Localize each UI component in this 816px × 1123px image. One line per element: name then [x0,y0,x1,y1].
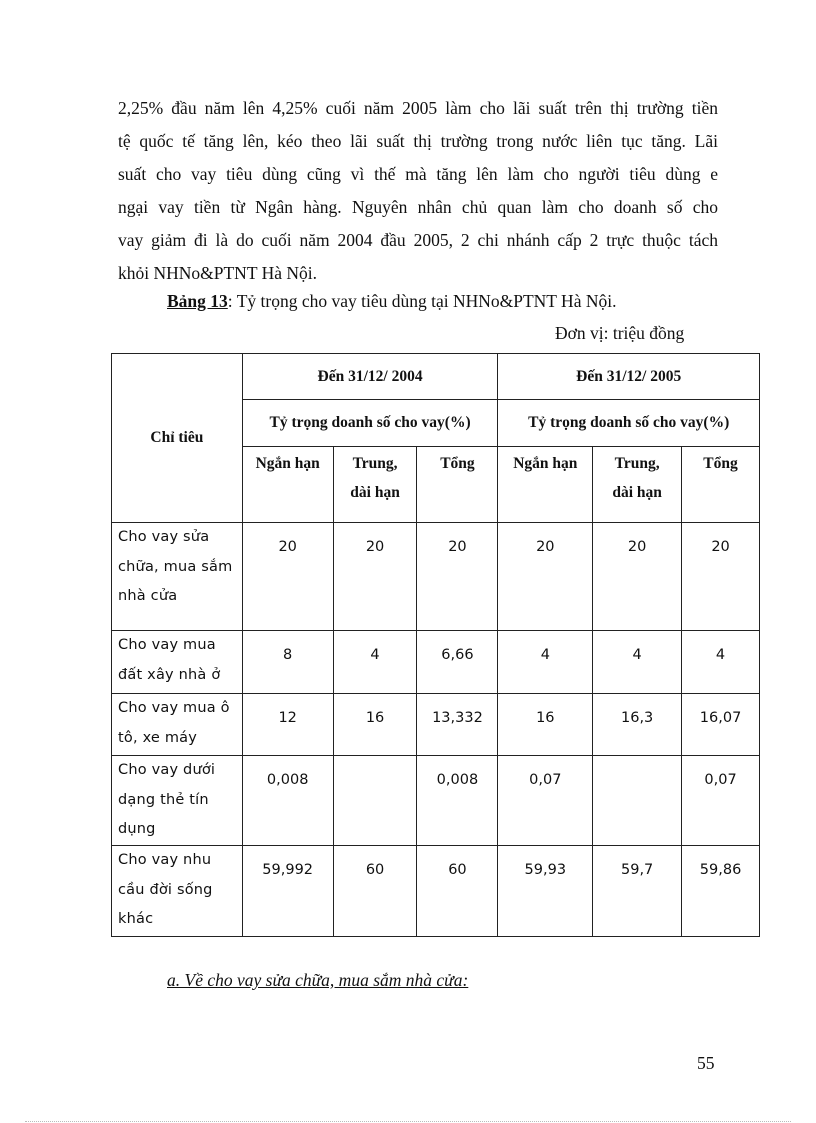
indicator-header: Chỉ tiêu [112,354,243,523]
subheader-2005: Tỷ trọng doanh số cho vay(%) [498,400,760,447]
period-header-2005: Đến 31/12/ 2005 [498,354,760,400]
row-label-line: dụng [118,821,156,837]
table-caption-label: Bảng 13 [167,291,228,311]
cell-value: 4 [682,631,760,694]
cell-value [593,756,682,846]
cell-value: 0,07 [682,756,760,846]
cell-value: 12 [242,694,333,756]
col-total-2004 [417,447,498,523]
cell-value: 60 [417,846,498,937]
column-label: dài hạn [612,484,662,501]
cell-value: 16 [333,694,417,756]
row-label-line: Cho vay mua [118,637,216,653]
row-label-line: cầu đời sống [118,881,213,898]
table-row [112,756,760,846]
paragraph-line: khỏi NHNo&PTNT Hà Nội. [118,263,317,283]
paragraph-line: vay giảm đi là do cuối năm 2004 đầu 2005, 2 chi nhánh cấp 2 trực thuộc tách [118,230,718,250]
table-row [112,846,760,937]
col-short-term-2004 [242,447,333,523]
cell-value: 20 [333,523,417,631]
table-row [112,694,760,756]
cell-value: 4 [498,631,593,694]
cell-value: 13,332 [417,694,498,756]
cell-value: 20 [682,523,760,631]
column-label: dài hạn [350,484,400,501]
table-row [112,523,760,631]
row-label [112,631,243,694]
paragraph-line: 2,25% đầu năm lên 4,25% cuối năm 2005 làm cho lãi suất trên thị trường tiền [118,98,718,118]
column-label: Trung, [352,455,398,472]
cell-value: 59,992 [242,846,333,937]
col-medium-long-2005 [593,447,682,523]
cell-value: 20 [593,523,682,631]
column-label: Tổng [440,455,475,472]
paragraph-line: suất cho vay tiêu dùng cũng vì thế mà tăng lên làm cho người tiêu dùng e [118,164,718,184]
row-label-line: Cho vay nhu [118,852,212,868]
cell-value: 16 [498,694,593,756]
cell-value: 20 [417,523,498,631]
cell-value: 4 [593,631,682,694]
cell-value: 8 [242,631,333,694]
table-row [112,631,760,694]
row-label-line: đất xây nhà ở [118,666,221,683]
cell-value: 20 [242,523,333,631]
period-header-2004: Đến 31/12/ 2004 [242,354,498,400]
paragraph-line: ngại vay tiền từ Ngân hàng. Nguyên nhân chủ quan làm cho doanh số cho [118,197,718,217]
cell-value: 59,86 [682,846,760,937]
subheader-2004: Tỷ trọng doanh số cho vay(%) [242,400,498,447]
cell-value: 59,93 [498,846,593,937]
column-label: Ngắn hạn [513,455,578,472]
cell-value: 4 [333,631,417,694]
table-caption-text: : Tỷ trọng cho vay tiêu dùng tại NHNo&PTNT Hà Nội. [227,291,617,311]
section-subheading: a. Về cho vay sửa chữa, mua sắm nhà cửa: [167,970,469,990]
col-short-term-2005 [498,447,593,523]
row-label-line: Cho vay sửa [118,529,210,545]
cell-value: 6,66 [417,631,498,694]
col-medium-long-2004 [333,447,417,523]
row-label-line: Cho vay mua ô [118,700,230,716]
row-label-line: Cho vay dưới [118,762,216,778]
cell-value: 0,07 [498,756,593,846]
cell-value: 16,07 [682,694,760,756]
cell-value: 16,3 [593,694,682,756]
table-caption [167,289,616,313]
cell-value: 20 [498,523,593,631]
cell-value: 0,008 [417,756,498,846]
page-number: 55 [697,1053,715,1073]
row-label [112,694,243,756]
row-label [112,523,243,631]
lending-share-table [111,353,760,937]
column-label: Tổng [703,455,738,472]
row-label [112,846,243,937]
row-label-line: dạng thẻ tín [118,791,209,808]
column-label: Ngắn hạn [255,455,320,472]
cell-value: 0,008 [242,756,333,846]
paragraph-line: tệ quốc tế tăng lên, kéo theo lãi suất thị trường trong nước liên tục tăng. Lãi [118,131,718,151]
page-bottom-divider [25,1121,791,1122]
row-label [112,756,243,846]
row-label-line: tô, xe máy [118,729,198,746]
col-total-2005 [682,447,760,523]
cell-value: 59,7 [593,846,682,937]
column-label: Trung, [614,455,660,472]
body-paragraph [118,92,718,290]
unit-label: Đơn vị: triệu đồng [555,323,685,343]
row-label-line: chữa, mua sắm [118,558,233,575]
row-label-line: nhà cửa [118,588,178,604]
cell-value [333,756,417,846]
row-label-line: khác [118,911,154,927]
cell-value: 60 [333,846,417,937]
